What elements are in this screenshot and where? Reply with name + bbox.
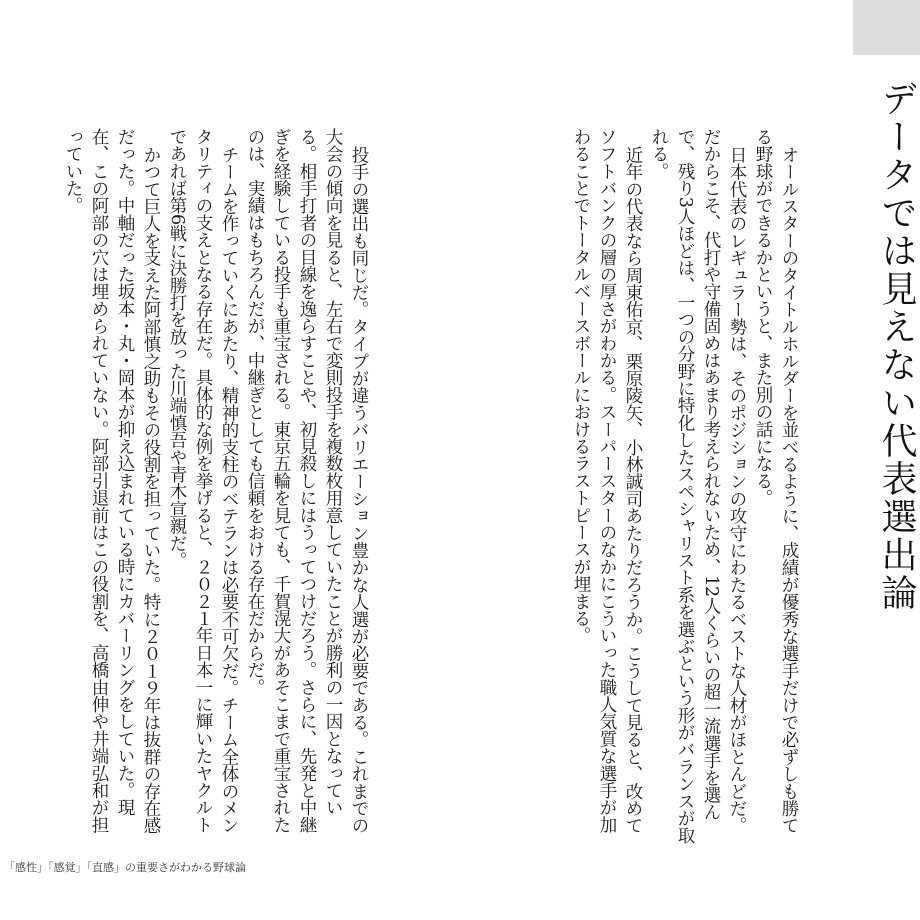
paragraph: かつて巨人を支えた阿部慎之助もその役割を担っていた。特に２０１９年は抜群の存在感だった。中軸だった坂本・丸・岡本が抑え込まれている時にカバーリングをしていた。現在、この阿部の穴は埋められていない。阿部引退前はこの役割を、高橋由伸や井端弘和が担っていた。 (63, 128, 161, 834)
paragraph: オールスターのタイトルホルダーを並べるように、成績が優秀な選手だけで必ずしも勝てる野球ができるかというと、また別の話になる。 (753, 128, 799, 834)
paragraph: 日本代表のレギュラー勢は、そのポジションの攻守にわたるベストな人材がほとんどだ。だからこそ、代打や守備固めはあまり考えられないため、12人くらいの超一流選手を選んで、残り3人ほどは、一つの分野に特化したスペシャリスト系を選ぶという形がバランスが取れる。 (649, 128, 747, 845)
paragraph: 近年の代表なら周東佑京、栗原陵矢、小林誠司あたりだろうか。こうして見ると、改めてソフトバンクの層の厚さがわかる。スーパースターのなかにこういった職人気質な選手が加わることでトータルベースボールにおけるラストピースが埋まる。 (571, 128, 643, 834)
body-text-left (0, 128, 372, 848)
chapter-title: データでは見えない代表選出論 (876, 80, 917, 612)
paragraph: チームを作っていくにあたり、精神的支柱のベテランは必要不可欠だ。チーム全体のメンタリティの支えとなる存在だ。具体的な例を挙げると、２０２１年日本一に輝いたヤクルトであれば第6戦に決勝打を放った川端慎吾や青木宣親だ。 (167, 128, 239, 834)
paragraph: 投手の選出も同じだ。タイプが違うバリエーション豊かな人選が必要である。これまでの大会の傾向を見ると、左右で変則投手を複数枚用意していたことが勝利の一因となっている。相手打者の目線を逸らすことや、初見殺しにはうってつけだろう。さらに、先発と中継ぎを経験している投手も重宝される。東京五輪を見ても、千賀滉大があそこまで重宝されたのは、実績はもちろんだが、中継ぎとしても信頼をおける存在だからだ。 (245, 128, 369, 834)
body-text-right (540, 128, 802, 848)
running-footer: 「感性」「感覚」「直感」の重要さがわかる野球論 (4, 861, 246, 874)
corner-tab (853, 0, 920, 55)
